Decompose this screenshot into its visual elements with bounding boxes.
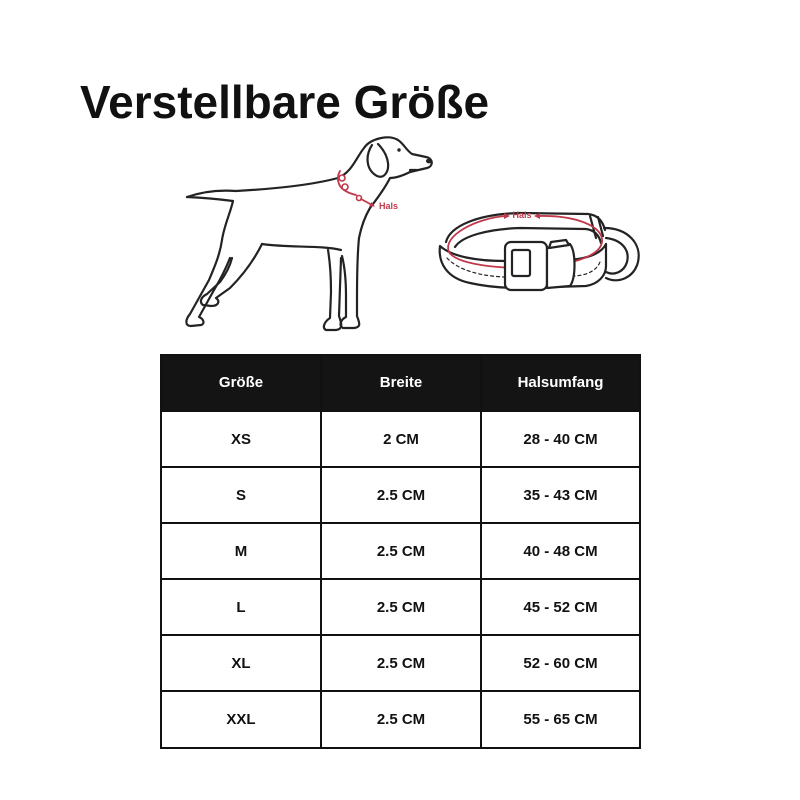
- table-header-row: [162, 356, 639, 412]
- neck-cell: 35 - 43 CM: [523, 486, 598, 504]
- buckle-clip: [547, 244, 575, 288]
- width-cell: 2.5 CM: [322, 580, 482, 634]
- size-table: [160, 354, 641, 749]
- width-cell: 2.5 CM: [322, 524, 482, 578]
- collar-illustration: [440, 210, 639, 290]
- size-cell: XL: [162, 636, 322, 690]
- size-cell: S: [162, 468, 322, 522]
- header-size: Größe: [162, 356, 322, 410]
- dog-tail-underside: [187, 197, 233, 201]
- dog-eye: [397, 148, 400, 151]
- collar-neck-label: Hals: [512, 210, 532, 220]
- collar-ring-icon: [339, 175, 345, 181]
- table-row: [162, 412, 639, 468]
- header-width: Breite: [322, 356, 482, 410]
- size-cell: XS: [162, 412, 322, 466]
- table-row: [162, 468, 639, 524]
- size-cell: L: [162, 580, 322, 634]
- table-row: [162, 636, 639, 692]
- neck-cell: 55 - 65 CM: [523, 711, 598, 728]
- dog-neck-label: Hals: [379, 201, 399, 211]
- width-cell: 2 CM: [322, 412, 482, 466]
- neck-cell: 45 - 52 CM: [523, 598, 598, 616]
- dog-collar-marker: [338, 171, 398, 211]
- illustrations: [0, 0, 800, 345]
- neck-cell: 40 - 48 CM: [523, 542, 598, 560]
- dog-ear: [368, 144, 389, 177]
- size-cell: M: [162, 524, 322, 578]
- dog-far-front-leg: [324, 250, 341, 330]
- header-neck: Halsumfang: [517, 373, 604, 391]
- table-row: [162, 580, 639, 636]
- size-cell: XXL: [162, 692, 322, 747]
- table-row: [162, 524, 639, 580]
- dog-nose: [426, 159, 432, 164]
- width-cell: 2.5 CM: [322, 636, 482, 690]
- dog-far-hind-leg: [186, 201, 233, 326]
- width-cell: 2.5 CM: [322, 468, 482, 522]
- neck-cell: 52 - 60 CM: [523, 654, 598, 672]
- collar-ring-icon: [342, 184, 348, 190]
- page-title: Verstellbare Größe: [80, 76, 490, 128]
- dog-illustration: [186, 137, 432, 330]
- neck-cell: 28 - 40 CM: [523, 430, 598, 448]
- table-row: [162, 692, 639, 747]
- dog-belly: [262, 244, 341, 250]
- width-cell: 2.5 CM: [322, 692, 482, 747]
- d-ring-inner: [606, 238, 628, 274]
